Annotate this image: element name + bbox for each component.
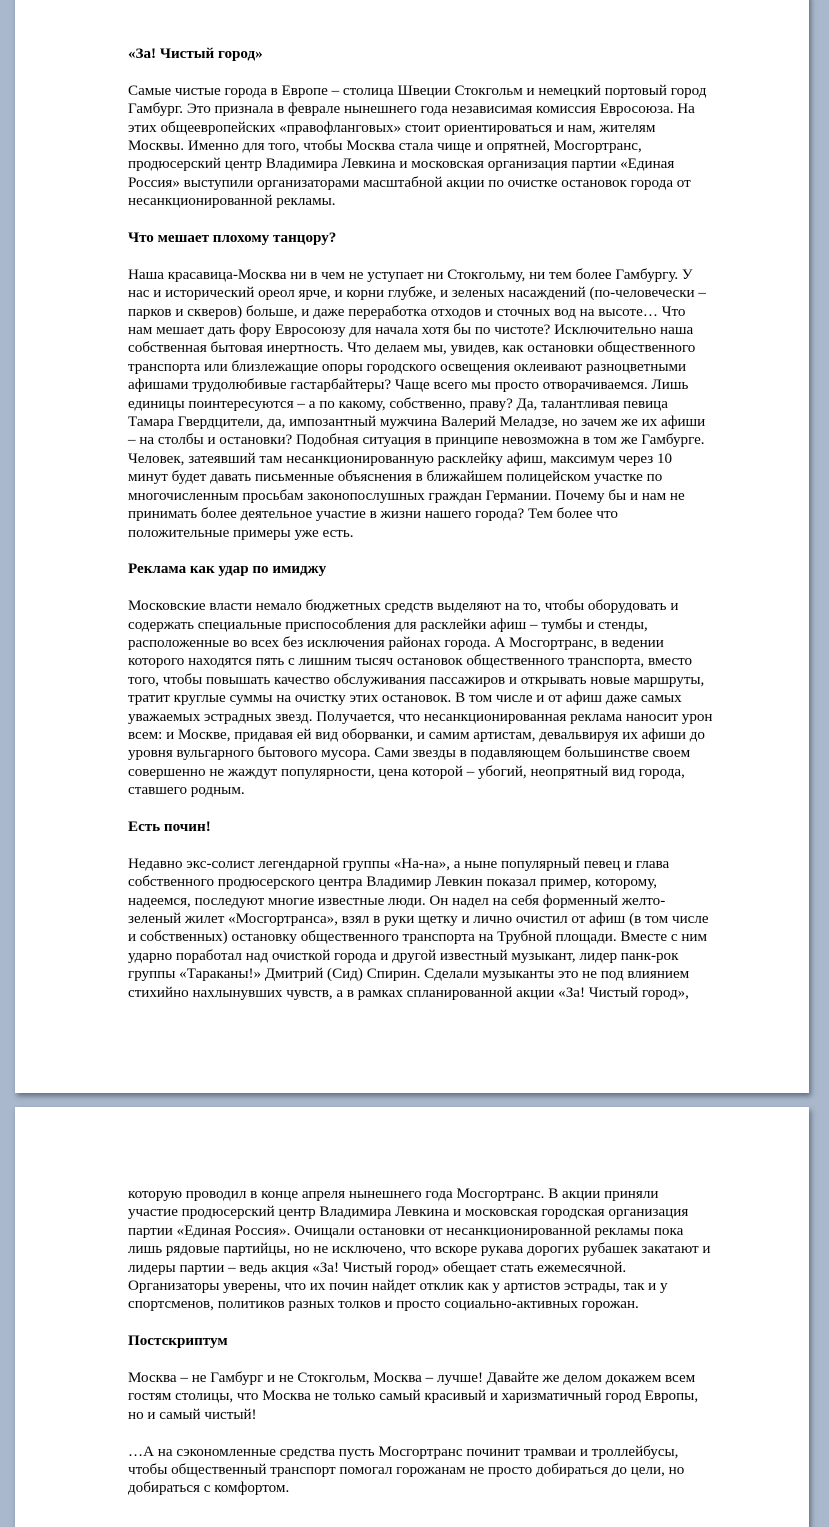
text-line: Человек, затеявший там несанкционированную расклейку афиш, максимум через 10 [128, 450, 673, 467]
document-page-2 [15, 1107, 809, 1527]
text-line: тратит круглые суммы на очистку этих остановок. В том числе и от афиш даже самых [128, 690, 682, 707]
text-line: несанкционированной рекламы. [128, 193, 336, 210]
text-line: стихийно нахлынувших чувств, а в рамках спланированной акции «За! Чистый город», [128, 984, 689, 1001]
text-line: лишь рядовые партийцы, но не исключено, что вскоре рукава дорогих рубашек закатают и [128, 1241, 711, 1258]
text-line: которую проводил в конце апреля нынешнего года Мосгортранс. В акции приняли [128, 1186, 659, 1202]
text-line: …А на сэкономленные средства пусть Мосгортранс починит трамваи и троллейбусы, [128, 1443, 679, 1460]
text-line: уважаемых эстрадных звезд. Получается, что несанкционированная реклама наносит урон [128, 708, 713, 725]
paragraph [128, 1185, 768, 1314]
text-line: этих общеевропейских «правофланговых» стоит ориентироваться и нам, жителям [128, 119, 656, 136]
text-line: минут будет давать письменные объяснения в ближайшем полицейском участке по [128, 469, 663, 486]
text-line: собственного продюсерского центра Владимир Левкин показал пример, которому, [128, 874, 658, 891]
section-heading [128, 560, 768, 578]
text-line: участие продюсерский центр Владимира Левкина и московская городская организация [128, 1204, 689, 1221]
text-line: зеленый жилет «Мосгортранса», взял в руки щетку и лично очистил от афиш (в том числе [128, 910, 709, 927]
section-heading [128, 1332, 768, 1350]
text-line: продюсерский центр Владимира Левкина и московская организация партии «Единая [128, 156, 675, 173]
paragraph [128, 1369, 768, 1424]
section-heading [128, 45, 768, 63]
paragraph [128, 82, 768, 211]
text-line: содержать специальные приспособления для расклейки афиш – тумбы и стенды, [128, 616, 648, 633]
text-line: надеемся, последуют многие известные люди. Он надел на себя форменный желто- [128, 892, 666, 909]
text-line: транспорта или близлежащие опоры городского освещения оклеивают разноцветными [128, 358, 687, 375]
text-line: Гамбург. Это признала в феврале нынешнего года независимая комиссия Евросоюза. На [128, 101, 695, 118]
section-heading [128, 229, 768, 247]
text-line: Самые чистые города в Европе – столица Швеции Стокгольм и немецкий портовый город [128, 82, 707, 99]
paragraph [128, 597, 768, 799]
text-line: спортсменов, политиков разных толков и просто социально-активных горожан. [128, 1296, 639, 1313]
text-line: Москвы. Именно для того, чтобы Москва стала чище и опрятней, Мосгортранс, [128, 138, 642, 155]
text-line: Тамара Гвердцители, да, импозантный мужчина Валерий Меладзе, но зачем же их афиши [128, 414, 706, 431]
text-line: – на столбы и остановки? Подобная ситуация в принципе невозможна в том же Гамбурге. [128, 432, 705, 449]
paragraph [128, 1443, 768, 1498]
text-line: Есть почин! [128, 818, 211, 835]
text-line: Реклама как удар по имиджу [128, 561, 327, 578]
text-line: Постскриптум [128, 1333, 228, 1350]
text-line: Москва – не Гамбург и не Стокгольм, Москва – лучше! Давайте же делом докажем всем [128, 1370, 696, 1387]
text-line: и собственных) остановку общественного транспорта на Трубной площади. Вместе с ним [128, 929, 708, 946]
text-line: которого находятся пять с лишним тысяч остановок общественного транспорта, вместо [128, 653, 693, 670]
text-line: ударно поработал над очисткой города и другой известный музыкант, лидер панк-рок [128, 947, 679, 964]
text-line: парков и скверов) больше, и даже переработка отходов и сточных вод на высоте… Что [128, 303, 686, 320]
text-line: расположенные во всех без исключения районах города. А Мосгортранс, в ведении [128, 634, 664, 651]
text-line: уровня вульгарного бытового мусора. Сами звезды в подавляющем большинстве своем [128, 745, 691, 762]
text-line: положительные примеры уже есть. [128, 524, 354, 541]
text-line: чтобы общественный транспорт помогал горожанам не просто добираться до цели, но [128, 1462, 685, 1479]
text-line: совершенно не жаждут популярности, цена которой – убогий, неопрятный вид города, [128, 763, 685, 780]
text-line: собственная бытовая инертность. Что делаем мы, увидев, как остановки общественного [128, 340, 696, 357]
text-line: того, чтобы повышать качество обслуживания пассажиров и открывать новые маршруты, [128, 671, 705, 688]
text-line: многочисленным просьбам законопослушных граждан Германии. Почему бы и нам не [128, 487, 685, 504]
text-line: ставшего родным. [128, 782, 245, 799]
text-line: «За! Чистый город» [128, 46, 263, 62]
paragraph [128, 266, 768, 542]
text-line: единицы поинтересуются – а по какому, собственно, праву? Да, талантливая певица [128, 395, 668, 412]
text-line: нам мешает дать фору Евросоюзу для начала хотя бы по чистоте? Исключительно наша [128, 322, 694, 339]
text-line: гостям столицы, что Москва не только самый красивый и харизматичный город Европы, [128, 1388, 699, 1405]
text-line: Недавно экс-солист легендарной группы «На-на», а ныне популярный певец и глава [128, 855, 670, 872]
text-line: афишами трудолюбивые гастарбайтеры? Чаще всего мы просто отворачиваемся. Лишь [128, 377, 689, 394]
text-line: Что мешает плохому танцору? [128, 230, 337, 247]
text-line: принимать более деятельное участие в жизни нашего города? Тем более что [128, 506, 618, 523]
text-line: Организаторы уверены, что их почин найдет отклик как у артистов эстрады, так и у [128, 1278, 668, 1295]
text-line: Московские власти немало бюджетных средств выделяют на то, чтобы оборудовать и [128, 598, 679, 615]
text-line: лидеры партии – ведь акция «За! Чистый город» обещает стать ежемесячной. [128, 1259, 627, 1276]
text-line: Наша красавица-Москва ни в чем не уступает ни Стокгольму, ни тем более Гамбургу. У [128, 266, 693, 283]
text-line: но и самый чистый! [128, 1406, 257, 1423]
text-line: группы «Тараканы!» Дмитрий (Сид) Спирин. Сделали музыканты это не под влиянием [128, 966, 690, 983]
page-1-text-body[interactable] [128, 45, 768, 1020]
text-line: всем: и Москве, придавая ей вид оборванки, и самим артистам, девальвируя их афиши до [128, 726, 705, 743]
text-line: Россия» выступили организаторами масштабной акции по очистке остановок города от [128, 174, 691, 191]
section-heading [128, 818, 768, 836]
text-line: партии «Единая Россия». Очищали остановки от несанкционированной рекламы пока [128, 1222, 684, 1239]
document-page-1 [15, 0, 809, 1093]
page-2-text-body[interactable] [128, 1185, 768, 1516]
paragraph [128, 855, 768, 1002]
text-line: добираться с комфортом. [128, 1480, 290, 1497]
text-line: нас и исторический ореол ярче, и корни глубже, и зеленых насаждений (по-человечески – [128, 285, 706, 302]
